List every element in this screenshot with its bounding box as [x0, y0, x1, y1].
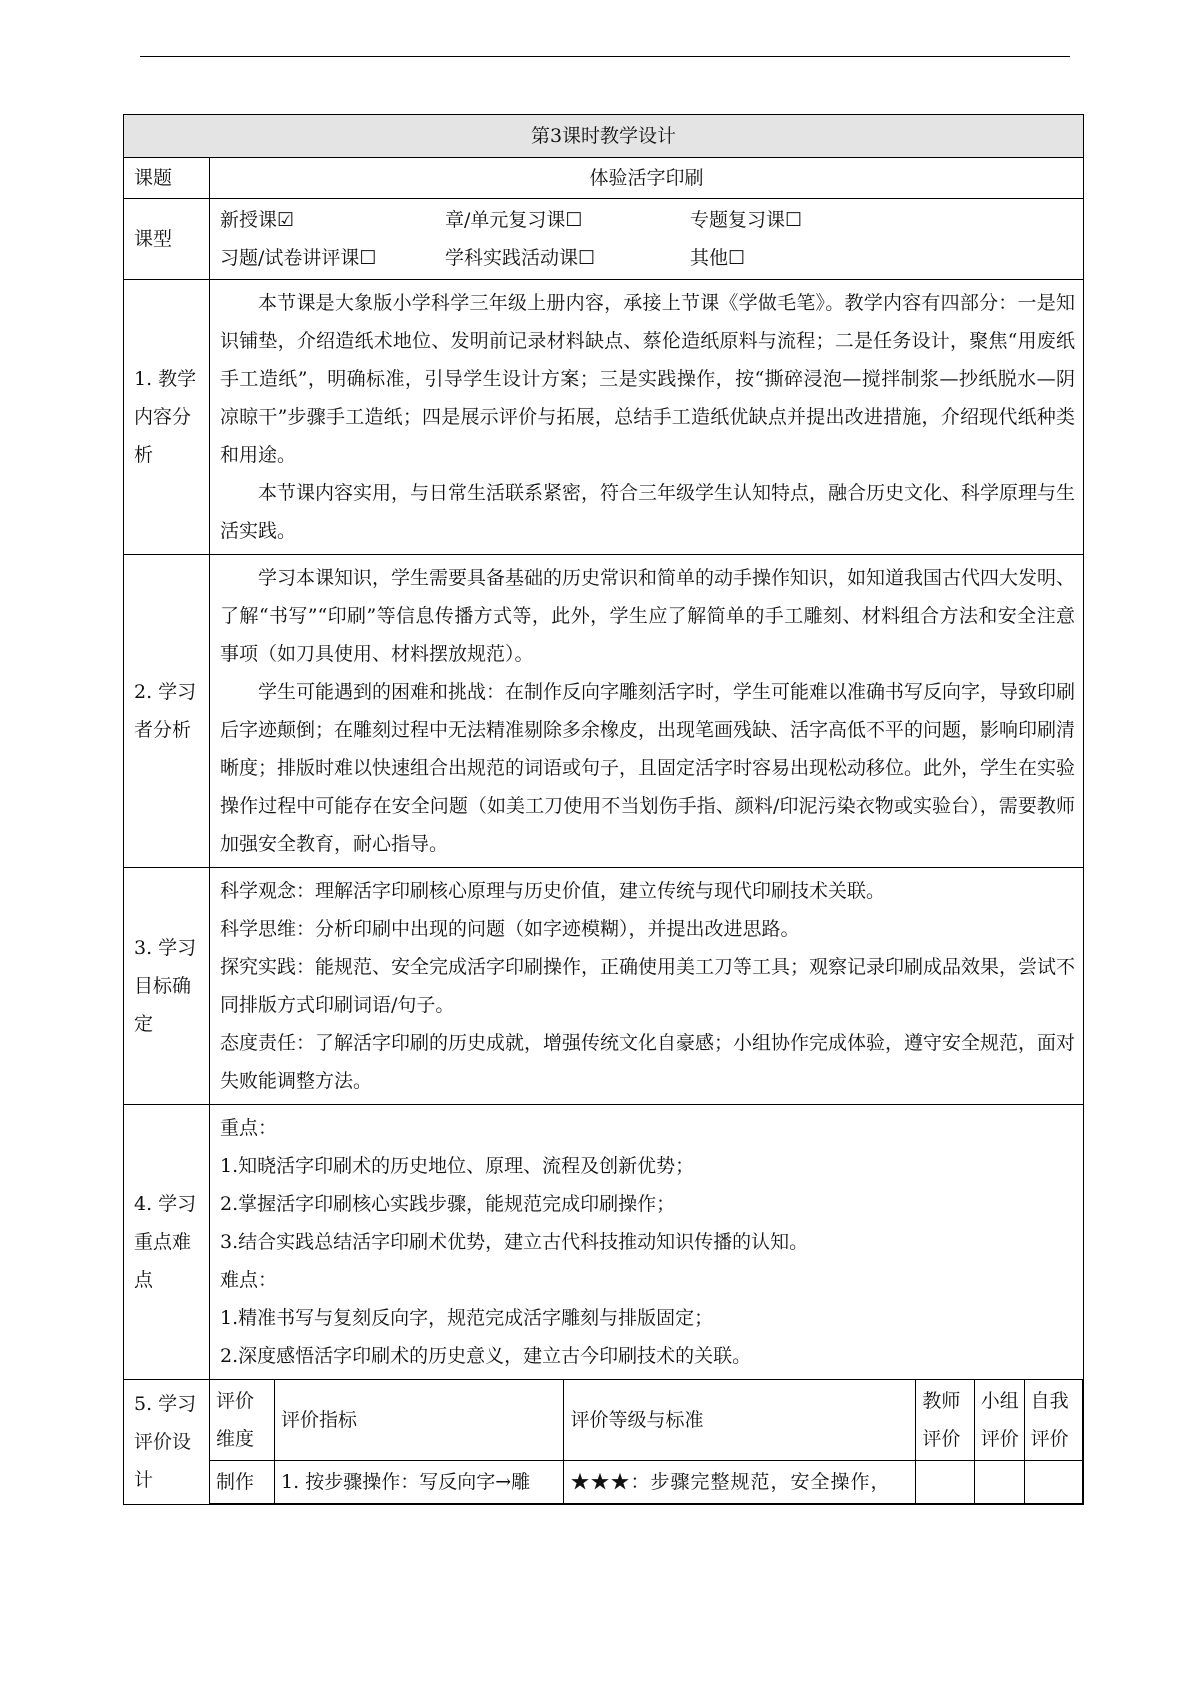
goal-line: 科学观念：理解活字印刷核心原理与历史价值，建立传统与现代印刷技术关联。	[220, 880, 886, 902]
evaluation-cell-self	[1024, 1461, 1082, 1504]
section-key-points	[124, 1105, 1084, 1380]
evaluation-header: 评价维度	[210, 1380, 275, 1461]
title-row	[124, 115, 1084, 158]
paragraph: 学生可能遇到的困难和挑战：在制作反向字雕刻活字时，学生可能难以准确书写反向字，导致印刷后字迹颠倒；在雕刻过程中无法精准剔除多余橡皮，出现笔画残缺、活字高低不平的问题，影响印刷清晰度；排版时难以快速组合出规范的词语或句子，且固定活字时容易出现松动移位。此外，学生在实验操作过程中可能存在安全问题（如美工刀使用不当划伤手指、颜料/印泥污染衣物或实验台），需要教师加强安全教育，耐心指导。	[220, 681, 1076, 855]
lesson-type-option: 其他☐	[690, 247, 746, 269]
evaluation-header: 评价指标	[275, 1380, 564, 1461]
evaluation-cell-standard: ★★★：步骤完整规范，安全操作，	[564, 1461, 916, 1504]
evaluation-cell-indicator: 1. 按步骤操作：写反向字→雕	[275, 1461, 564, 1504]
key-point-line: 重点：	[220, 1117, 278, 1139]
paragraph: 本节课内容实用，与日常生活联系紧密，符合三年级学生认知特点，融合历史文化、科学原理与生活实践。	[220, 482, 1076, 542]
section-evaluation	[124, 1380, 1084, 1505]
evaluation-header: 小组评价	[974, 1380, 1024, 1461]
lesson-type-option: 习题/试卷讲评课☐	[220, 247, 377, 269]
section-content-analysis	[124, 280, 1084, 555]
table-title: 第3课时教学设计	[124, 115, 1084, 158]
lesson-type-option: 学科实践活动课☐	[445, 247, 596, 269]
section-label: 1. 教学内容分析	[124, 280, 210, 555]
section-body	[210, 1105, 1084, 1380]
key-point-line: 3.结合实践总结活字印刷术优势，建立古代科技推动知识传播的认知。	[220, 1231, 809, 1253]
key-point-line: 2.深度感悟活字印刷术的历史意义，建立古今印刷技术的关联。	[220, 1345, 752, 1367]
lesson-design-table	[123, 114, 1084, 1505]
evaluation-cell-group	[974, 1461, 1024, 1504]
section-label: 2. 学习者分析	[124, 555, 210, 868]
topic-value: 体验活字印刷	[210, 158, 1084, 199]
key-point-line: 2.掌握活字印刷核心实践步骤，能规范完成印刷操作；	[220, 1193, 676, 1215]
lesson-type-label: 课型	[124, 199, 210, 280]
section-body	[210, 280, 1084, 555]
lesson-type-option: 新授课☑	[220, 209, 295, 231]
key-point-line: 1.知晓活字印刷术的历史地位、原理、流程及创新优势；	[220, 1155, 695, 1177]
topic-row	[124, 158, 1084, 199]
key-point-line: 1.精准书写与复刻反向字，规范完成活字雕刻与排版固定；	[220, 1307, 714, 1329]
evaluation-header: 教师评价	[916, 1380, 974, 1461]
goal-line: 探究实践：能规范、安全完成活字印刷操作，正确使用美工刀等工具；观察记录印刷成品效果，尝试不同排版方式印刷词语/句子。	[220, 956, 1076, 1016]
section-body	[210, 868, 1084, 1105]
section-learning-goals	[124, 868, 1084, 1105]
evaluation-header: 评价等级与标准	[564, 1380, 916, 1461]
lesson-type-option: 专题复习课☐	[690, 209, 803, 231]
lesson-type-row	[124, 199, 1084, 280]
section-label: 4. 学习重点难点	[124, 1105, 210, 1380]
topic-label: 课题	[124, 158, 210, 199]
lesson-type-option: 章/单元复习课☐	[445, 209, 583, 231]
evaluation-cell-teacher	[916, 1461, 974, 1504]
goal-line: 态度责任：了解活字印刷的历史成就，增强传统文化自豪感；小组协作完成体验，遵守安全规范，面对失败能调整方法。	[220, 1032, 1076, 1092]
section-label: 5. 学习评价设计	[124, 1380, 210, 1505]
evaluation-cell-dimension: 制作	[210, 1461, 275, 1504]
key-point-line: 难点：	[220, 1269, 278, 1291]
goal-line: 科学思维：分析印刷中出现的问题（如字迹模糊），并提出改进思路。	[220, 918, 800, 940]
section-learner-analysis	[124, 555, 1084, 868]
lesson-type-options	[210, 199, 1084, 280]
paragraph: 学习本课知识，学生需要具备基础的历史常识和简单的动手操作知识，如知道我国古代四大发明、了解“书写”“印刷”等信息传播方式等，此外，学生应了解简单的手工雕刻、材料组合方法和安全注意事项（如刀具使用、材料摆放规范）。	[220, 567, 1076, 665]
evaluation-table	[210, 1380, 1083, 1504]
evaluation-row	[210, 1461, 1083, 1504]
header-rule	[140, 56, 1070, 57]
evaluation-header: 自我评价	[1024, 1380, 1082, 1461]
section-label: 3. 学习目标确定	[124, 868, 210, 1105]
evaluation-header-row	[210, 1380, 1083, 1461]
evaluation-cell	[210, 1380, 1084, 1505]
section-body	[210, 555, 1084, 868]
paragraph: 本节课是大象版小学科学三年级上册内容，承接上节课《学做毛笔》。教学内容有四部分：一是知识铺垫，介绍造纸术地位、发明前记录材料缺点、蔡伦造纸原料与流程；二是任务设计，聚焦“用废纸手工造纸”，明确标准，引导学生设计方案；三是实践操作，按“撕碎浸泡—搅拌制浆—抄纸脱水—阴凉晾干”步骤手工造纸；四是展示评价与拓展，总结手工造纸优缺点并提出改进措施，介绍现代纸种类和用途。	[220, 292, 1075, 466]
